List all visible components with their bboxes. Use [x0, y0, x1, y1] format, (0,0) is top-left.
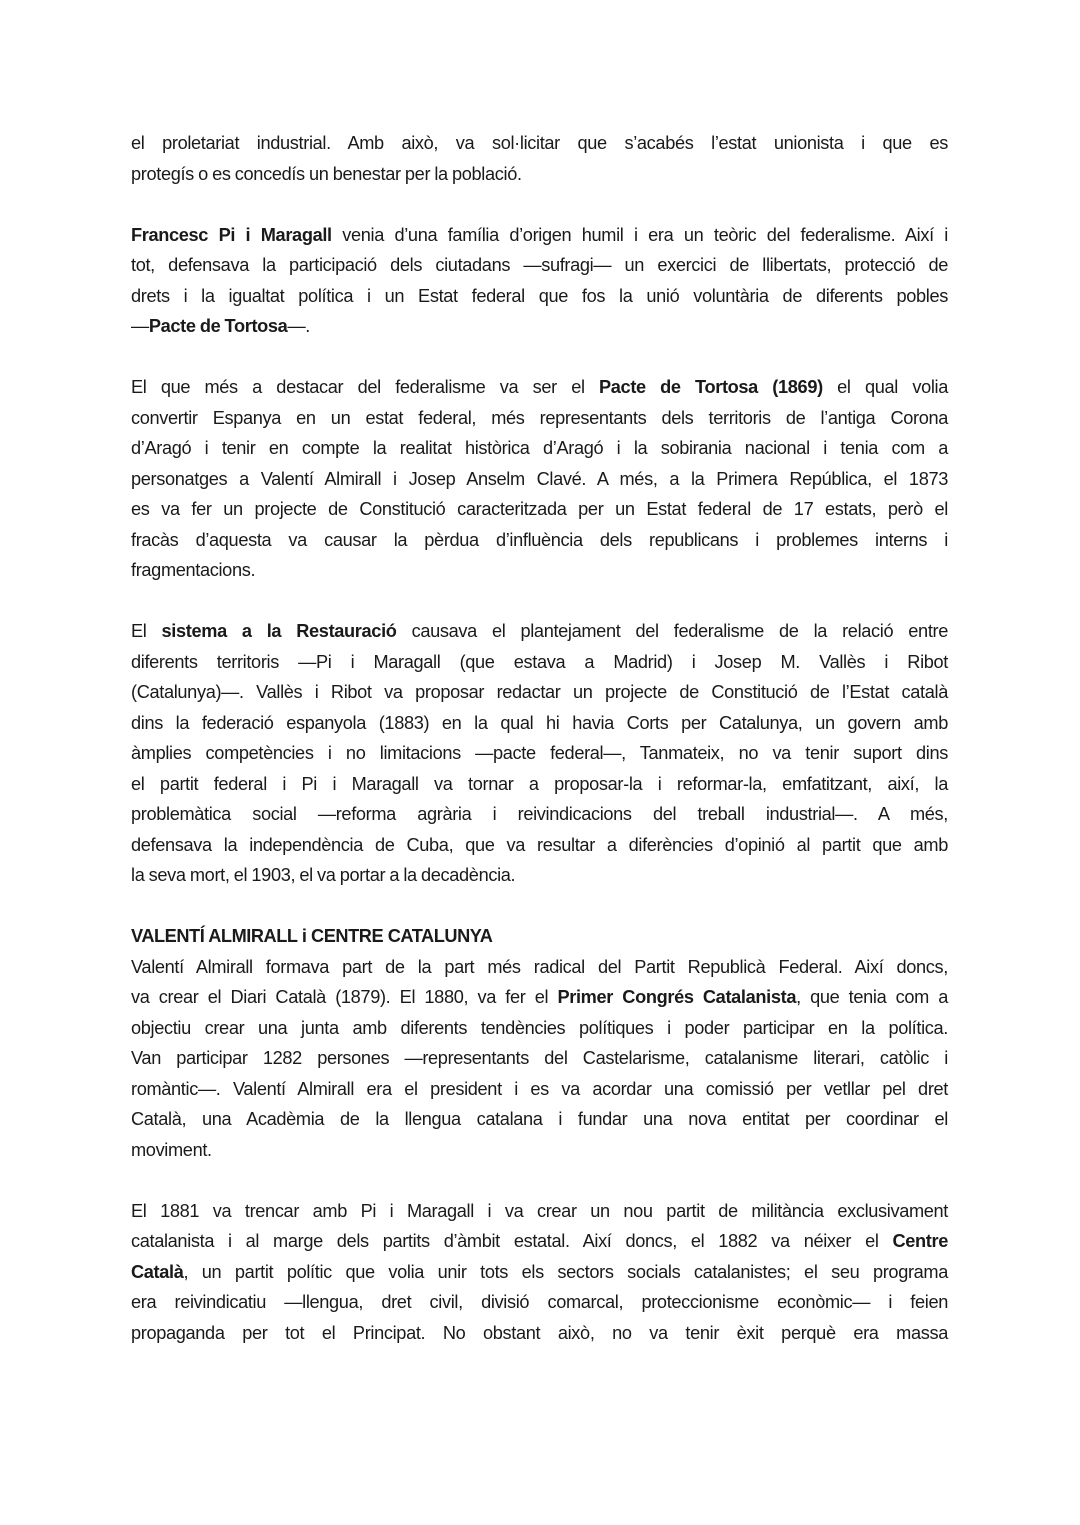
text-run: (Catalunya)—. Vallès i Ribot va proposar redactar un projecte de Constitució de l’Estat català	[131, 682, 948, 702]
text-run: el qual volia	[822, 377, 948, 397]
bold-term: sistema a la Restauració	[161, 621, 397, 641]
bold-term: Primer Congrés Catalanista	[557, 987, 797, 1007]
text-run: es va fer un projecte de Constitució caracteritzada per un Estat federal de 17 estats, però el	[131, 499, 948, 519]
paragraph-s1	[131, 952, 948, 1166]
text-run: era reivindicatiu —llengua, dret civil, divisió comarcal, proteccionisme econòmic— i feien	[131, 1292, 948, 1312]
bold-term: Pacte de Tortosa	[148, 316, 288, 336]
text-line	[131, 1226, 948, 1257]
text-run: objectiu crear una junta amb diferents tendències polítiques i poder participar en la política.	[131, 1017, 948, 1038]
text-line	[131, 1196, 948, 1227]
text-run: —.	[287, 316, 310, 336]
text-run: El que més a destacar del federalisme va ser el	[131, 377, 600, 397]
text-run: fragmentacions.	[131, 560, 256, 580]
text-run: venia d’una família d’origen humil i era un teòric del federalisme. Així i	[331, 224, 948, 245]
text-line	[131, 464, 948, 495]
text-run: Valentí Almirall formava part de la part més radical del Partit Republicà Federal. Així doncs,	[131, 956, 948, 977]
text-line	[131, 220, 948, 251]
text-line	[131, 830, 948, 861]
text-run: tot, defensava la participació dels ciutadans —sufragi— un exercici de llibertats, protecció de	[131, 255, 948, 275]
text-run: El	[131, 621, 162, 641]
text-run: moviment.	[131, 1139, 212, 1160]
text-run: drets i la igualtat política i un Estat federal que fos la unió voluntària de diferents pobles	[131, 285, 948, 306]
text-line	[131, 677, 948, 708]
text-run: Van participar 1282 persones —representants del Castelarisme, catalanisme literari, catòlic i	[131, 1048, 948, 1068]
text-line	[131, 769, 948, 800]
text-run: diferents territoris —Pi i Maragall (que estava a Madrid) i Josep M. Vallès i Ribot	[131, 651, 948, 672]
text-line	[131, 159, 948, 190]
text-run: romàntic—. Valentí Almirall era el president i es va acordar una comissió per vetllar pel dret	[131, 1078, 948, 1099]
paragraph-p2	[131, 220, 948, 342]
text-run: El 1881 va trencar amb Pi i Maragall i va crear un nou partit de militància exclusivament	[131, 1200, 948, 1221]
text-run: fracàs d’aquesta va causar la pèrdua d’influència dels republicans i problemes interns i	[131, 529, 948, 550]
text-run: problemàtica social —reforma agrària i reivindicacions del treball industrial—. A més,	[131, 804, 948, 824]
text-line	[131, 555, 948, 586]
paragraph-p1	[131, 128, 948, 189]
document-page	[131, 128, 948, 1348]
text-line	[131, 1104, 948, 1135]
text-run: , que tenia com a	[796, 987, 949, 1007]
section-heading: VALENTÍ ALMIRALL i CENTRE CATALUNYA	[131, 926, 493, 946]
text-line	[131, 433, 948, 464]
text-run: protegís o es concedís un benestar per la població.	[131, 163, 522, 184]
text-run: el proletariat industrial. Amb això, va sol·licitar que s’acabés l’estat unionista i que es	[131, 133, 948, 153]
text-run: d’Aragó i tenir en compte la realitat històrica d’Aragó i la sobirania nacional i tenia com a	[131, 438, 948, 458]
text-line	[131, 311, 948, 342]
bold-term: Pacte de Tortosa (1869)	[599, 377, 823, 397]
text-line	[131, 403, 948, 434]
text-run: el partit federal i Pi i Maragall va tornar a proposar-la i reformar-la, emfatitzant, així, la	[131, 773, 948, 794]
text-line	[131, 1287, 948, 1318]
bold-term: Català	[131, 1261, 184, 1282]
text-run: —	[131, 316, 149, 336]
text-line	[131, 952, 948, 983]
text-line	[131, 647, 948, 678]
text-run: , un partit polític que volia unir tots els sectors socials catalanistes; el seu programa	[183, 1261, 948, 1282]
text-line	[131, 281, 948, 312]
text-line	[131, 799, 948, 830]
paragraph-p4	[131, 616, 948, 891]
federalism-paragraphs	[131, 128, 948, 891]
text-run: propaganda per tot el Principat. No obstant això, no va tenir èxit perquè era massa	[131, 1322, 948, 1343]
text-run: personatges a Valentí Almirall i Josep Anselm Clavé. A més, a la Primera República, el 1873	[131, 468, 948, 489]
text-line	[131, 1043, 948, 1074]
section-paragraphs	[131, 952, 948, 1349]
text-run: dins la federació espanyola (1883) en la qual hi havia Corts per Catalunya, un govern amb	[131, 712, 948, 733]
text-run: Català, una Acadèmia de la llengua catalana i fundar una nova entitat per coordinar el	[131, 1109, 948, 1129]
bold-term: Centre	[892, 1231, 948, 1251]
text-line	[131, 1257, 948, 1288]
text-run: la seva mort, el 1903, el va portar a la decadència.	[131, 865, 516, 885]
text-run: causava el plantejament del federalisme de la relació entre	[396, 621, 948, 641]
text-line	[131, 372, 948, 403]
text-line	[131, 616, 948, 647]
bold-term: Francesc Pi i Maragall	[131, 224, 332, 245]
text-line	[131, 494, 948, 525]
text-line	[131, 128, 948, 159]
paragraph-s2	[131, 1196, 948, 1349]
text-line	[131, 1013, 948, 1044]
text-run: catalanista i al marge dels partits d’àmbit estatal. Així doncs, el 1882 va néixer el	[131, 1231, 893, 1251]
text-line	[131, 708, 948, 739]
paragraph-p3	[131, 372, 948, 586]
text-run: va crear el Diari Català (1879). El 1880, va fer el	[131, 987, 558, 1007]
text-line	[131, 250, 948, 281]
text-line	[131, 525, 948, 556]
text-line	[131, 1318, 948, 1349]
text-run: àmplies competències i no limitacions —pacte federal—, Tanmateix, no va tenir suport dins	[131, 743, 948, 763]
text-run: defensava la independència de Cuba, que va resultar a diferències d’opinió al partit que amb	[131, 834, 948, 855]
text-line	[131, 1074, 948, 1105]
text-line	[131, 982, 948, 1013]
text-line	[131, 738, 948, 769]
text-run: convertir Espanya en un estat federal, més representants dels territoris de l’antiga Corona	[131, 407, 948, 428]
text-line	[131, 860, 948, 891]
text-line	[131, 1135, 948, 1166]
